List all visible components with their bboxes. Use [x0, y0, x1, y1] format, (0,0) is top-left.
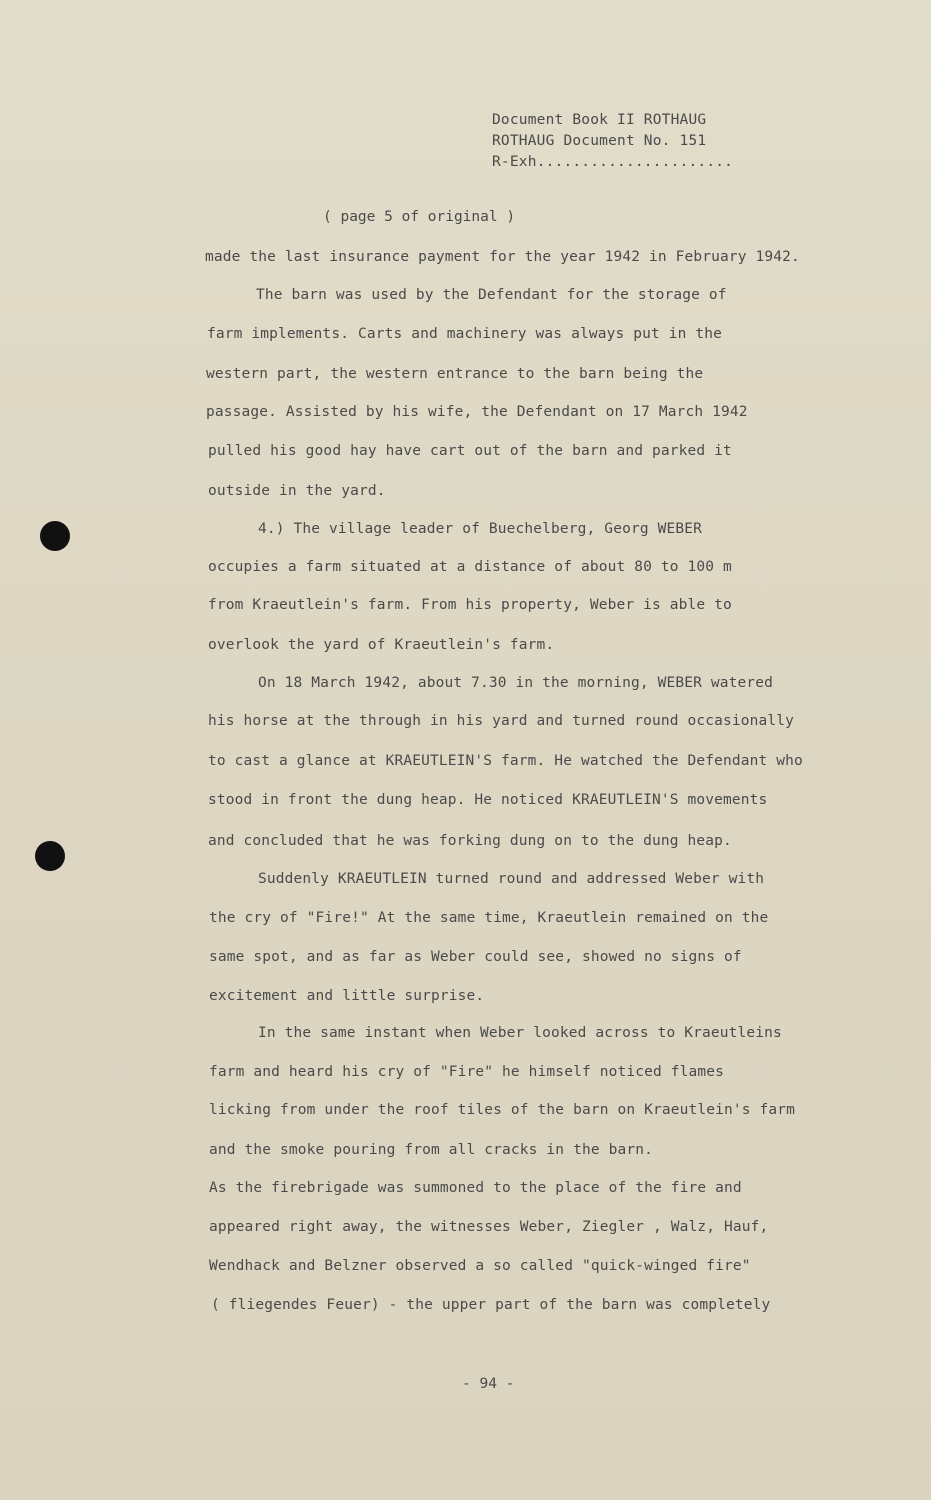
header-line-document-number: ROTHAUG Document No. 151: [492, 133, 707, 149]
text-line: made the last insurance payment for the year 1942 in February 1942.: [205, 249, 800, 265]
text-line: farm and heard his cry of "Fire" he himself noticed flames: [209, 1064, 725, 1080]
text-line: pulled his good hay have cart out of the barn and parked it: [208, 443, 732, 459]
original-page-note: ( page 5 of original ): [323, 209, 516, 225]
text-line: the cry of "Fire!" At the same time, Kraeutlein remained on the: [209, 910, 769, 926]
header-line-book: Document Book II ROTHAUG: [492, 112, 707, 128]
text-line: western part, the western entrance to the barn being the: [206, 366, 704, 382]
text-line: same spot, and as far as Weber could see, showed no signs of: [209, 949, 742, 965]
text-line: excitement and little surprise.: [209, 988, 485, 1004]
text-line: farm implements. Carts and machinery was always put in the: [207, 326, 723, 342]
text-line: The barn was used by the Defendant for the storage of: [256, 287, 727, 303]
text-line: As the firebrigade was summoned to the place of the fire and: [209, 1180, 742, 1196]
page-number: - 94 -: [462, 1376, 515, 1392]
text-line: appeared right away, the witnesses Weber, Ziegler , Walz, Hauf,: [209, 1219, 769, 1235]
text-line: overlook the yard of Kraeutlein's farm.: [208, 637, 555, 653]
text-line: In the same instant when Weber looked across to Kraeutleins: [258, 1025, 782, 1041]
text-line: and the smoke pouring from all cracks in the barn.: [209, 1142, 653, 1158]
text-line: 4.) The village leader of Buechelberg, Georg WEBER: [258, 521, 702, 537]
text-line: to cast a glance at KRAEUTLEIN'S farm. He watched the Defendant who: [208, 753, 803, 769]
text-line: Wendhack and Belzner observed a so called "quick-winged fire": [209, 1258, 751, 1274]
header-line-exhibit: R-Exh......................: [492, 154, 734, 170]
text-line: stood in front the dung heap. He noticed KRAEUTLEIN'S movements: [208, 792, 768, 808]
text-line: occupies a farm situated at a distance of about 80 to 100 m: [208, 559, 732, 575]
text-line: passage. Assisted by his wife, the Defendant on 17 March 1942: [206, 404, 748, 420]
text-line: from Kraeutlein's farm. From his property, Weber is able to: [208, 597, 732, 613]
text-line: outside in the yard.: [208, 483, 386, 499]
text-line: ( fliegendes Feuer) - the upper part of the barn was completely: [211, 1297, 771, 1313]
text-line: licking from under the roof tiles of the barn on Kraeutlein's farm: [209, 1102, 796, 1118]
text-line: and concluded that he was forking dung on to the dung heap.: [208, 833, 732, 849]
text-line: Suddenly KRAEUTLEIN turned round and addressed Weber with: [258, 871, 765, 887]
text-line: On 18 March 1942, about 7.30 in the morning, WEBER watered: [258, 675, 774, 691]
text-line: his horse at the through in his yard and turned round occasionally: [208, 713, 795, 729]
